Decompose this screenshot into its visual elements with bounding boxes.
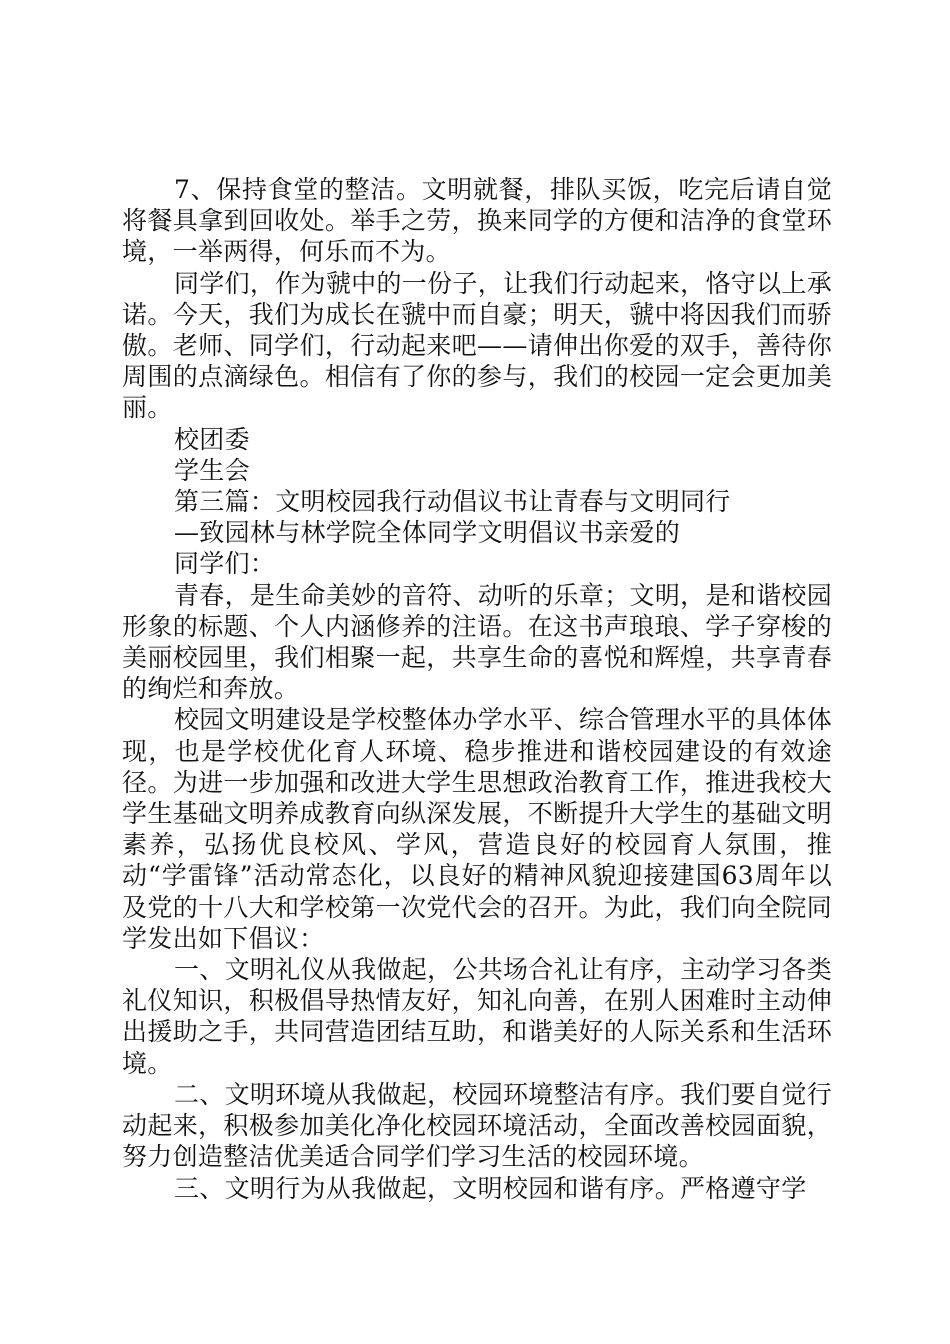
document-body bbox=[122, 174, 832, 1204]
paragraph-etiquette: 一、文明礼仪从我做起，公共场合礼让有序，主动学习各类礼仪知识，积极倡导热情友好，知礼向善，在别人困难时主动伸出援助之手，共同营造团结互助，和谐美好的人际关系和生活环境。 bbox=[122, 955, 832, 1078]
paragraph-canteen: 7、保持食堂的整洁。文明就餐，排队买饭，吃完后请自觉将餐具拿到回收处。举手之劳，换来同学的方便和洁净的食堂环境，一举两得，何乐而不为。 bbox=[122, 175, 832, 267]
paragraph-behavior: 三、文明行为从我做起，文明校园和谐有序。严格遵守学 bbox=[174, 1173, 807, 1203]
signature-youth-league: 校团委 bbox=[174, 424, 250, 454]
paragraph-call-to-action: 同学们，作为虢中的一份子，让我们行动起来，恪守以上承诺。今天，我们为成长在虢中而自豪；明天，虢中将因我们而骄傲。老师、同学们，行动起来吧——请伸出你爱的双手，善待你周围的点滴绿色。相信有了你的参与，我们的校园一定会更加美丽。 bbox=[122, 268, 832, 423]
section-subheading: —致园林与林学院全体同学文明倡议书亲爱的 bbox=[174, 518, 681, 548]
paragraph-youth: 青春，是生命美妙的音符、动听的乐章；文明，是和谐校园形象的标题、个人内涵修养的注语。在这书声琅琅、学子穿梭的美丽校园里，我们相聚一起，共享生命的喜悦和辉煌，共享青春的绚烂和奔放。 bbox=[122, 580, 832, 704]
section-heading: 第三篇：文明校园我行动倡议书让青春与文明同行 bbox=[174, 487, 731, 517]
paragraph-campus-culture: 校园文明建设是学校整体办学水平、综合管理水平的具体体现，也是学校优化育人环境、稳步推进和谐校园建设的有效途径。为进一步加强和改进大学生思想政治教育工作，推进我校大学生基础文明养成教育向纵深发展，不断提升大学生的基础文明素养，弘扬优良校风、学风，营造良好的校园育人氛围，推动“学雷锋”活动常态化，以良好的精神风貌迎接建国63周年以及党的十八大和学校第一次党代会的召开。为此，我们向全院同学发出如下倡议： bbox=[122, 705, 832, 953]
signature-student-union: 学生会 bbox=[174, 455, 250, 485]
greeting: 同学们： bbox=[174, 549, 276, 579]
paragraph-environment: 二、文明环境从我做起，校园环境整洁有序。我们要自觉行动起来，积极参加美化净化校园环境活动，全面改善校园面貌，努力创造整洁优美适合同学们学习生活的校园环境。 bbox=[122, 1079, 832, 1172]
